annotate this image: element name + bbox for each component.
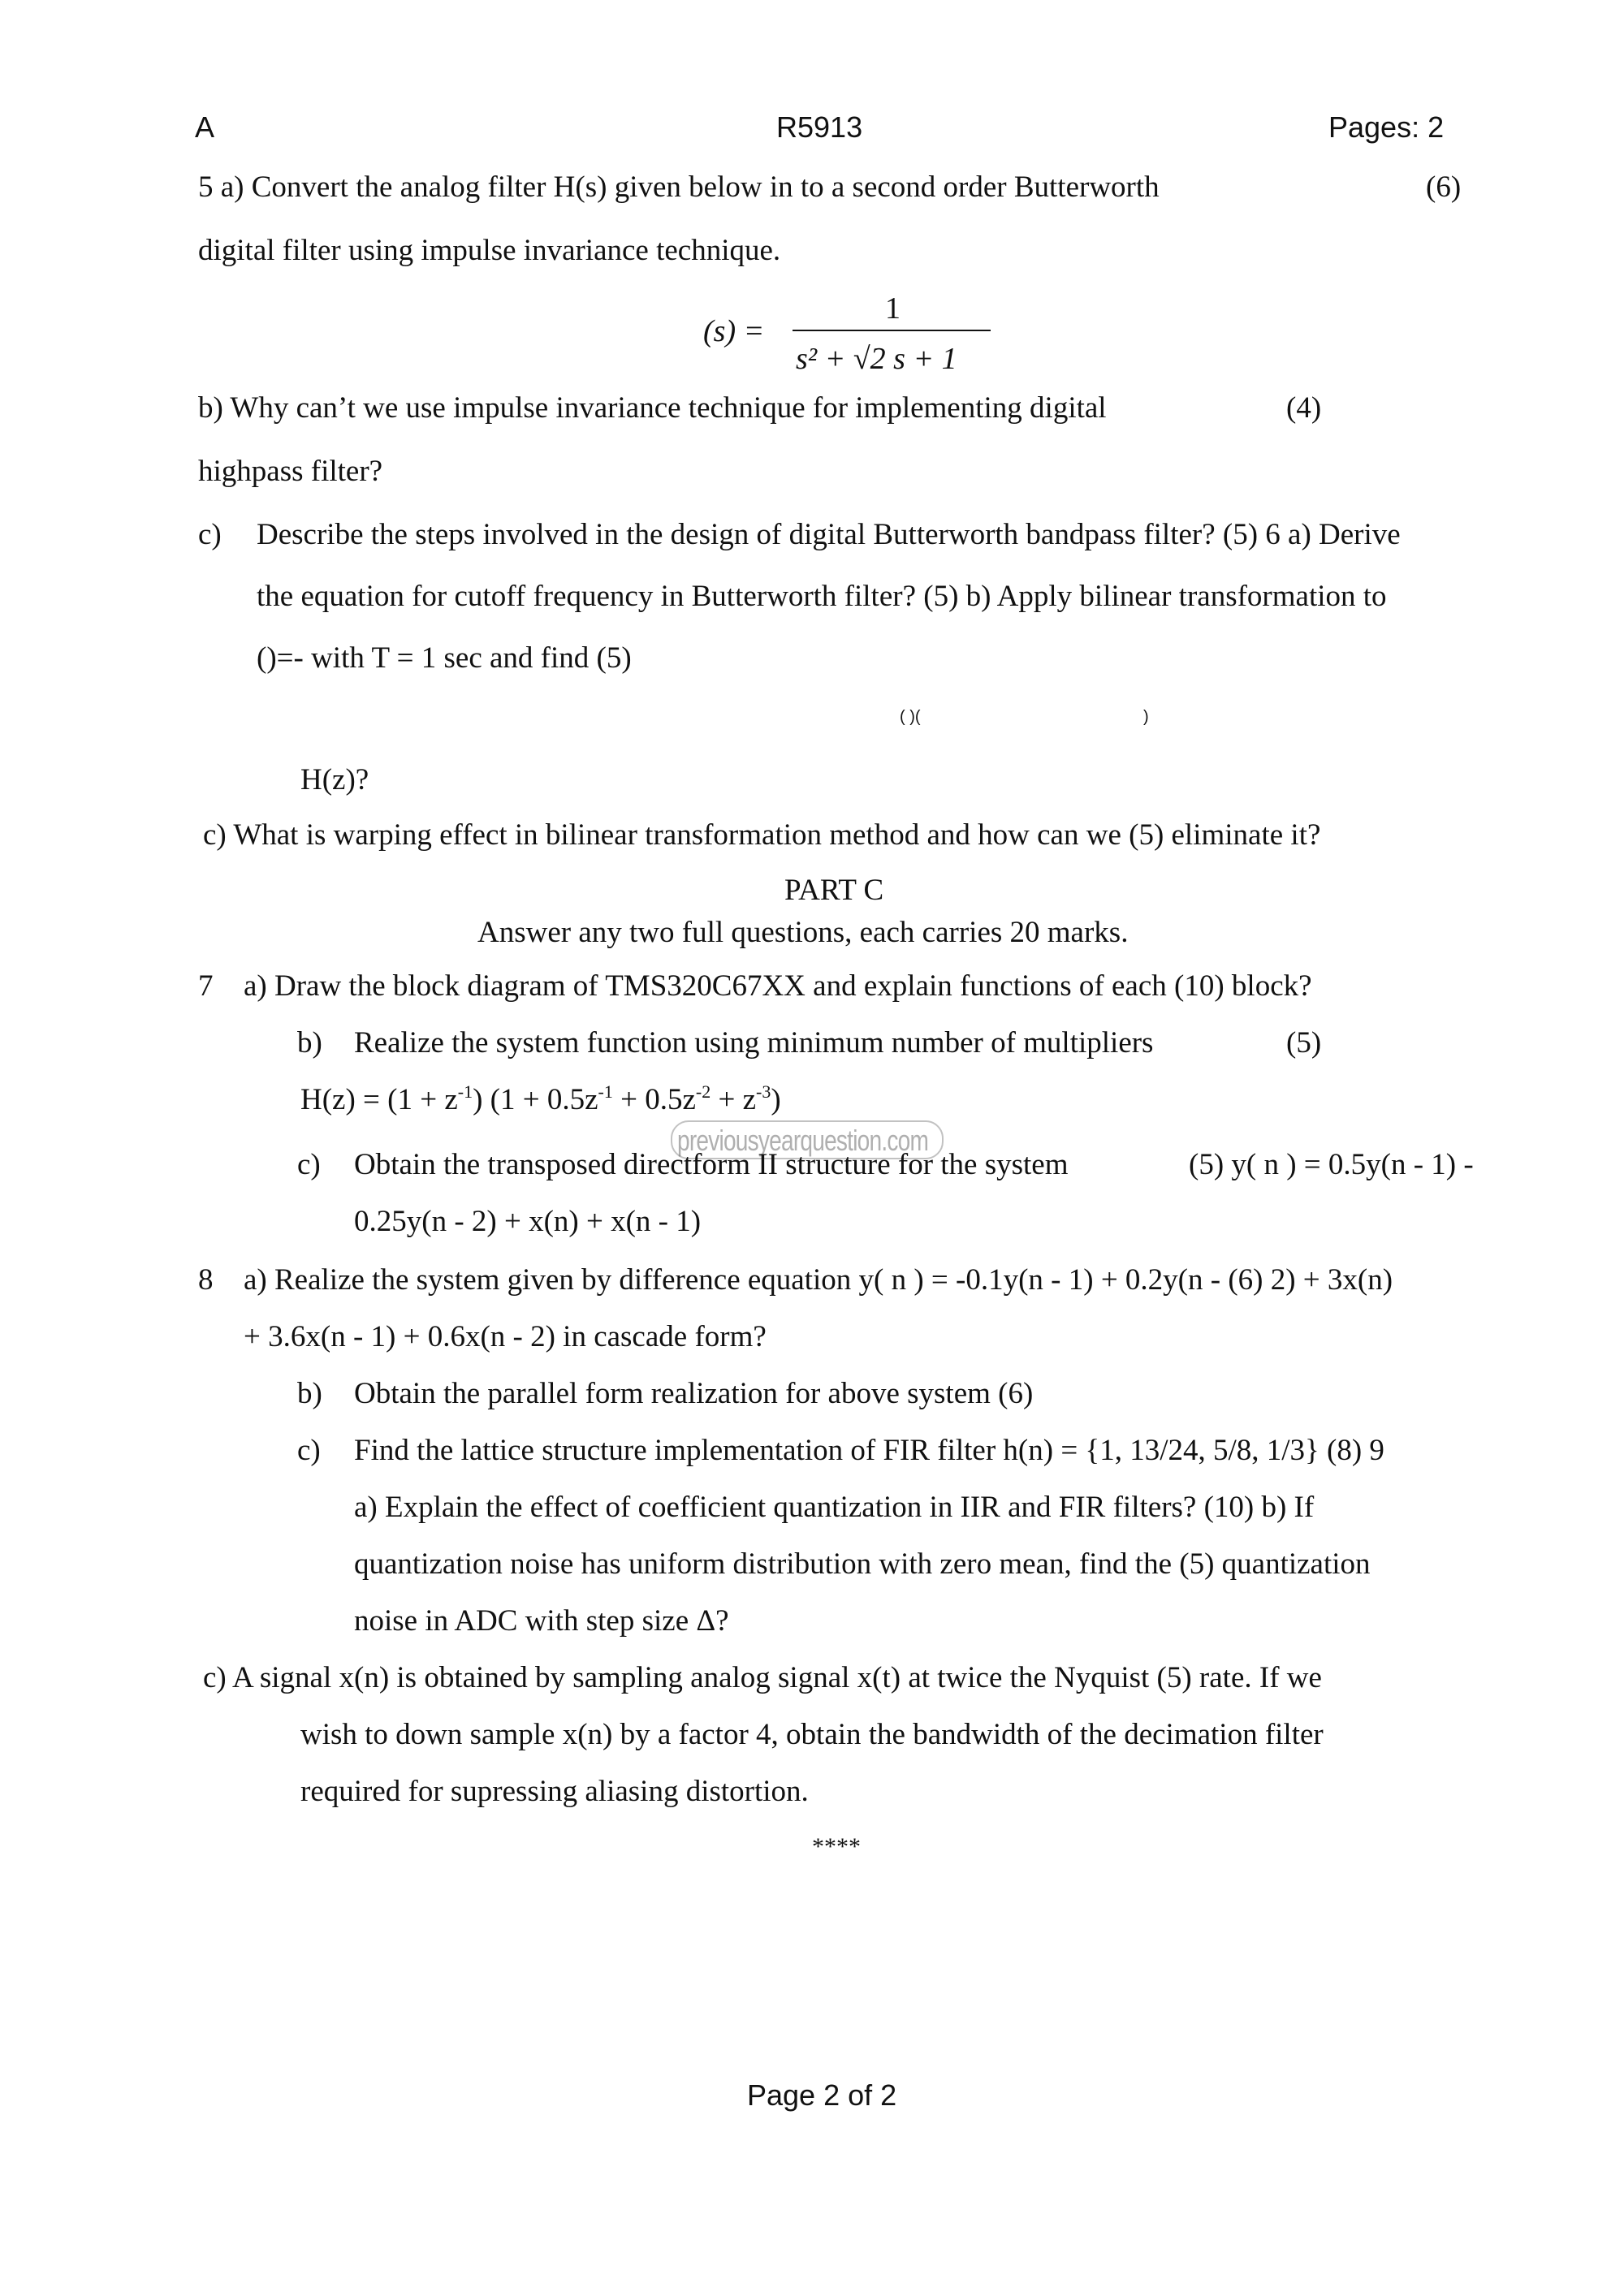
q7c-label: c) [297, 1148, 321, 1181]
q8b-label: b) [297, 1377, 322, 1410]
watermark: previousyearquestion.com [677, 1124, 929, 1157]
header-right: Pages: 2 [1328, 110, 1445, 144]
q9b-line: quantization noise has uniform distribution with zero mean, find the (5) quantization [354, 1547, 1371, 1581]
q7b-transfer-function: $H(z) = (1 + z^{-1})$ $(1 + 0.5z^{-1} + 0.5z^{-2} + z^{-3})$ [300, 1081, 781, 1116]
q5a-line1: 5 a) Convert the analog filter H(s) given below in to a second order Butterworth [198, 170, 1160, 204]
formula-fragment-right: ) [1143, 708, 1149, 726]
q5b-line1: b) Why can’t we use impulse invariance technique for implementing digital [198, 391, 1107, 425]
header-center: R5913 [776, 110, 863, 144]
q7c-marks: (5) y( n ) = 0.5y(n - 1) - [1189, 1148, 1474, 1181]
q5c-label: c) [198, 518, 222, 551]
page-footer: Page 2 of 2 [747, 2078, 897, 2112]
formula-numerator: 1 [885, 291, 901, 326]
q9a-line: a) Explain the effect of coefficient quantization in IIR and FIR filters? (10) b) If [354, 1491, 1315, 1524]
formula-denominator: s² + √2 s + 1 [796, 342, 957, 376]
formula-fragment-left: ( )( [900, 708, 921, 726]
q5c-line2: the equation for cutoff frequency in Butterworth filter? (5) b) Apply bilinear transformation to [257, 580, 1387, 613]
q9c-line2: wish to down sample x(n) by a factor 4, obtain the bandwidth of the decimation filter [300, 1718, 1324, 1751]
q8c-label: c) [297, 1434, 321, 1467]
q8a-line2: + 3.6x(n - 1) + 0.6x(n - 2) in cascade form? [244, 1320, 767, 1353]
q5a-marks: (6) [1426, 170, 1462, 204]
q8b-text: Obtain the parallel form realization for above system (6) [354, 1377, 1034, 1410]
part-c-instruction: Answer any two full questions, each carries 20 marks. [477, 916, 1129, 949]
q8a-line1: a) Realize the system given by difference equation y( n ) = -0.1y(n - 1) + 0.2y(n - (6) 2) + 3x(n) [244, 1263, 1393, 1297]
q6c-line: c) What is warping effect in bilinear transformation method and how can we (5) eliminate it? [203, 818, 1321, 852]
q7a-line: a) Draw the block diagram of TMS320C67XX and explain functions of each (10) block? [244, 969, 1312, 1003]
part-c-title: PART C [784, 874, 884, 907]
q5a-line2: digital filter using impulse invariance technique. [198, 234, 781, 267]
q7-number: 7 [198, 969, 214, 1003]
q8-number: 8 [198, 1263, 214, 1297]
hz-question: H(z)? [300, 763, 369, 796]
q5b-marks: (4) [1286, 391, 1322, 425]
q9c-line3: required for supressing aliasing distortion. [300, 1775, 809, 1808]
q5c-line3: ()=- with T = 1 sec and find (5) [257, 641, 632, 675]
fraction-bar [793, 330, 991, 331]
q7b-marks: (5) [1286, 1026, 1322, 1060]
q8c-text: Find the lattice structure implementation of FIR filter h(n) = {1, 13/24, 5/8, 1/3} (8) 9 [354, 1434, 1384, 1467]
q7b-text: Realize the system function using minimum number of multipliers [354, 1026, 1154, 1060]
q9b-line2: noise in ADC with step size Δ? [354, 1604, 729, 1638]
q7c-text: Obtain the transposed directform II structure for the system [354, 1148, 1069, 1181]
header-left: A [195, 110, 215, 144]
q7c-line2: 0.25y(n - 2) + x(n) + x(n - 1) [354, 1205, 702, 1238]
end-mark: **** [812, 1833, 861, 1860]
q5c-line1: Describe the steps involved in the design of digital Butterworth bandpass filter? (5) 6 a) Derive [257, 518, 1401, 551]
q5b-line2: highpass filter? [198, 455, 383, 488]
q9c-line1: c) A signal x(n) is obtained by sampling analog signal x(t) at twice the Nyquist (5) rate. If we [203, 1661, 1322, 1694]
formula-lhs: (s) = [703, 314, 765, 348]
q7b-label: b) [297, 1026, 322, 1060]
